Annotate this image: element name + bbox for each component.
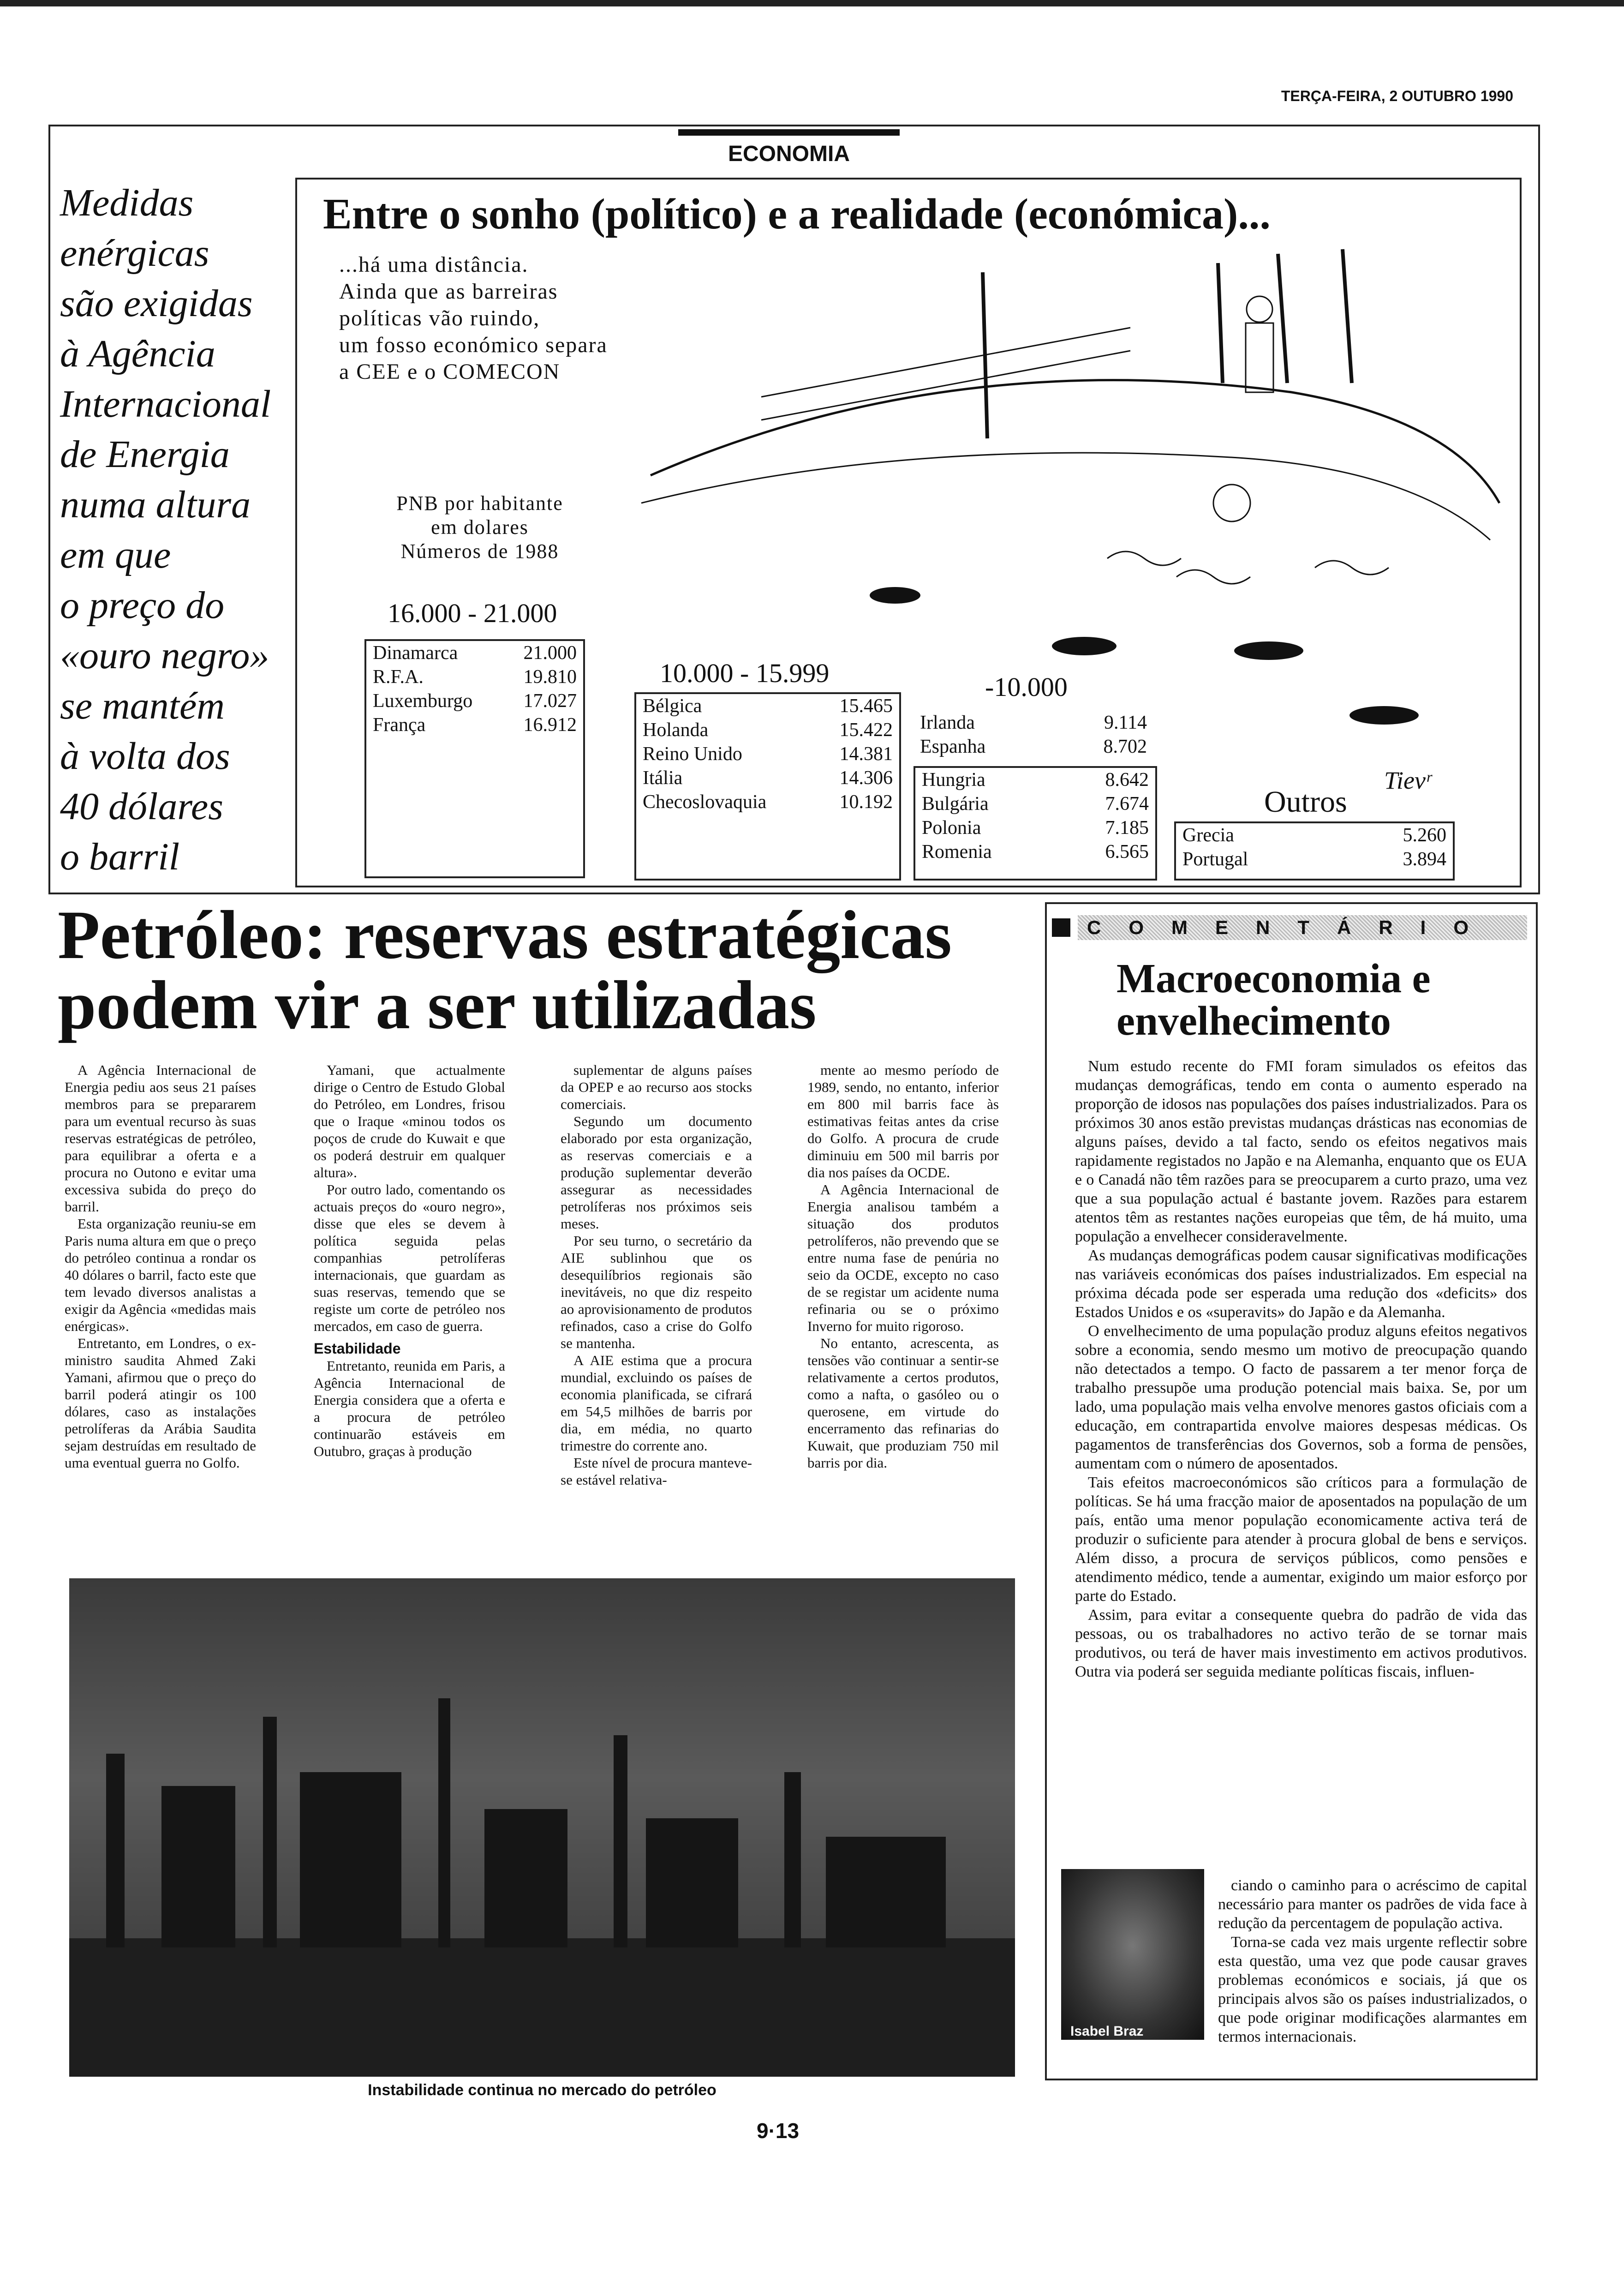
sidebar-line: o barril: [60, 835, 180, 878]
range-label-2: 10.000 - 15.999: [660, 658, 830, 688]
infographic-intro: [339, 252, 608, 385]
paragraph: Este nível de procura manteve-se estável relativa-: [561, 1455, 752, 1488]
intro-line: ...há uma distância.: [339, 252, 529, 277]
article-column-4: [807, 1061, 999, 1471]
table-row: Holanda 15.422: [643, 719, 893, 741]
sidebar-line: Medidas: [60, 181, 194, 224]
table-row: Irlanda 9.114: [920, 712, 1147, 733]
table-row: Bélgica 15.465: [643, 695, 893, 717]
table-row: Luxemburgo 17.027: [373, 690, 577, 712]
intro-line: Ainda que as barreiras: [339, 279, 558, 304]
sidebar-line: Internacional: [60, 383, 271, 425]
sidebar-line: numa altura: [60, 483, 251, 526]
table-row: Grecia 5.260: [1182, 825, 1446, 846]
paragraph: Entretanto, reunida em Paris, a Agência Internacional de Energia considera que a oferta e a procura de petróleo continuarão estáveis em Outubro, graças à produção: [314, 1358, 505, 1459]
issue-date: TERÇA-FEIRA, 2 OUTUBRO 1990: [1281, 88, 1513, 104]
sidebar-line: são exigidas: [60, 282, 253, 325]
paragraph: Assim, para evitar a consequente quebra do padrão de vida das pessoas, ou os trabalhadores no activo terão de se tornar mais produtivos, ou terá de haver mais investimento em activos produtivos. Outra via poderá ser seguida mediante políticas fiscais, influen-: [1075, 1606, 1527, 1680]
paragraph: Por outro lado, comentando os actuais preços do «ouro negro», disse que eles se devem à política seguida pelas companhias petrolíferas internacionais, que guardam as suas reservas, temendo que se registe um corte de petróleo nos mercados, em caso de guerra.: [314, 1181, 505, 1334]
comment-body: [1075, 1057, 1527, 1681]
paragraph: ciando o caminho para o acréscimo de capital necessário para manter os padrões de vida face à redução da percentagem de população activa.: [1218, 1877, 1527, 1932]
table-row: Polonia 7.185: [922, 817, 1149, 839]
cartoonist-signature: Tievʳ: [1384, 767, 1431, 794]
article-headline: Petróleo: reservas estratégicas podem vir a ser utilizadas: [58, 897, 952, 1043]
photo-caption: Instabilidade continua no mercado do petróleo: [368, 2081, 716, 2099]
table-row: Espanha 8.702: [920, 736, 1147, 757]
sidebar-line: em que: [60, 533, 171, 576]
intro-line: políticas vão ruindo,: [339, 306, 540, 330]
paragraph: A Agência Internacional de Energia analisou também a situação dos produtos petrolíferos, não prevendo que se entre numa fase de penúria no seio da OCDE, excepto no caso de se registar um acidente numa refinaria ou se o próximo Inverno for muito rigoroso.: [807, 1181, 999, 1334]
square-bullet-icon: [1052, 918, 1070, 937]
sidebar-line: «ouro negro»: [60, 634, 269, 677]
paragraph: Por seu turno, o secretário da AIE sublinhou que os desequilíbrios regionais são inevitáveis, no que diz respeito ao aprovisionamento de produtos refinados, caso a crise do Golfo se mantenha.: [561, 1233, 752, 1351]
section-label: ECONOMIA: [678, 129, 900, 173]
table-row: Hungria 8.642: [922, 769, 1149, 791]
table-group-3: [914, 766, 1157, 881]
pnb-line: Números de 1988: [400, 540, 559, 563]
range-label-3: -10.000: [985, 672, 1068, 702]
sidebar-line: o preço do: [60, 584, 225, 627]
refinery-silhouette: [69, 1578, 1015, 2077]
infographic-title: Entre o sonho (político) e a realidade (económica)...: [323, 190, 1271, 238]
table-row: R.F.A. 19.810: [373, 666, 577, 688]
refinery-photo: [69, 1578, 1015, 2077]
table-row: França 16.912: [373, 714, 577, 736]
paragraph: A Agência Internacional de Energia pediu aos seus 21 países membros para se prepararem para um eventual recurso às suas reservas estratégicas de petróleo, para equilibrar a oferta e a procura no Outono e evitar uma excessiva subida do preço do barril.: [65, 1062, 256, 1215]
pnb-caption: [369, 491, 591, 563]
article-column-3: [561, 1061, 752, 1488]
intro-line: a CEE e o COMECON: [339, 360, 561, 384]
paragraph: Entretanto, em Londres, o ex-ministro saudita Ahmed Zaki Yamani, afirmou que o preço do barril poderá atingir os 100 dólares, caso as instalações petrolíferas da Arábia Saudita sejam destruídas em resultado de uma eventual guerra no Golfo.: [65, 1335, 256, 1471]
paragraph: Torna-se cada vez mais urgente reflectir sobre esta questão, uma vez que pode causar graves problemas económicos e sociais, já que os principais alvos são os países industrializados, o que pode originar modificações alarmantes em termos internacionais.: [1218, 1934, 1527, 2045]
intro-line: um fosso económico separa: [339, 333, 608, 357]
top-rule: [0, 0, 1624, 6]
pnb-line: PNB por habitante: [396, 492, 563, 515]
sidebar-line: enérgicas: [60, 232, 209, 275]
comment-banner: [1052, 914, 1527, 941]
sidebar-teaser: [60, 178, 281, 882]
others-label: Outros: [1264, 785, 1347, 819]
paragraph: O envelhecimento de uma população produz alguns efeitos negativos sobre a economia, sendo mesmo um motivo de preocupação quando não detectados a tempo. O facto de passarem a ter menor força de trabalho pressupõe uma produção potencial mais baixa. Se, por um lado, uma população mais velha envolve menores gastos oficiais com a educação, em contrapartida envolve maiores despesas médicas. Os pagamentos de transferências dos Governos, sob a forma de pensões, aumentam com o número de aposentados.: [1075, 1323, 1527, 1472]
paragraph: Esta organização reuniu-se em Paris numa altura em que o preço do petróleo continua a rondar os 40 dólares o barril, facto este que tem levado diversos analistas a exigir da Agência «medidas mais enérgicas».: [65, 1216, 256, 1334]
table-row: Reino Unido 14.381: [643, 743, 893, 765]
paragraph: mente ao mesmo período de 1989, sendo, no entanto, inferior em 800 mil barris face às estimativas feitas antes da crise do Golfo. A procura de crude diminuiu em 500 mil barris por dia nos países da OCDE.: [807, 1062, 999, 1180]
range-label-1: 16.000 - 21.000: [388, 598, 557, 628]
paragraph: Tais efeitos macroeconómicos são críticos para a formulação de políticas. Se há uma fracção maior de aposentados na população de um país, então uma menor população economicamente activa terá de produzir o suficiente para atender à procura global de bens e serviços. Além disso, a procura de serviços públicos, como pensões e atendimento médico, tende a aumentar, exigindo um maior esforço por parte do Estado.: [1075, 1474, 1527, 1605]
pnb-line: em dolares: [431, 516, 529, 539]
subheading: Estabilidade: [314, 1340, 401, 1357]
comment-body-continued: [1218, 1876, 1527, 2046]
table-row: Dinamarca 21.000: [373, 642, 577, 664]
table-group-3-top: [914, 711, 1153, 759]
sidebar-line: à volta dos: [60, 735, 230, 778]
table-row: Itália 14.306: [643, 767, 893, 789]
sidebar-line: se mantém: [60, 684, 225, 727]
comment-title: Macroeconomia e envelhecimento: [1116, 956, 1431, 1044]
table-group-1: [364, 639, 585, 878]
table-row: Romenia 6.565: [922, 841, 1149, 863]
table-group-2: [634, 692, 901, 881]
paragraph: As mudanças demográficas podem causar significativas modificações nas variáveis económicas dos países industrializados. Em especial na próxima década pode ser esperada uma redução dos «deficits» dos Estados Unidos e os «superavits» do Japão e da Alemanha.: [1075, 1247, 1527, 1321]
page-number: 9·13: [757, 2119, 800, 2143]
sidebar-line: à Agência: [60, 332, 215, 375]
table-row: Checoslovaquia 10.192: [643, 791, 893, 813]
paragraph: Segundo um documento elaborado por esta organização, as reservas comerciais e a produção suplementar deverão assegurar as necessidades petrolíferas nos próximos seis meses.: [561, 1113, 752, 1232]
table-group-4: [1174, 821, 1455, 881]
table-row: Portugal 3.894: [1182, 849, 1446, 870]
paragraph: suplementar de alguns países da OPEP e ao recurso aos stocks comerciais.: [561, 1062, 752, 1112]
paragraph: Num estudo recente do FMI foram simulados os efeitos das mudanças demográficas, tendo em conta o aumento esperado na proporção de idosos nas populações dos países industrializados. Para os próximos 30 anos estão previstas mudanças drásticas nas economias de alguns países, devido a tal facto, sendo os efeitos negativos mais rapidamente registados no Japão e na Alemanha, enquanto que os EUA e o Canadá não têm razões para se preocuparem a curto prazo, uma vez que a sua população actual é bastante jovem. Razões para estarem atentos têm as restantes nações europeias que têm, de há muito, uma população a envelhecer consideravelmente.: [1075, 1058, 1527, 1245]
sidebar-line: de Energia: [60, 433, 230, 476]
article-column-1: [65, 1061, 256, 1471]
comment-label: COMENTÁRIO: [1078, 915, 1527, 940]
paragraph: No entanto, acrescenta, as tensões vão continuar a sentir-se relativamente a certos produtos, como a nafta, o gasóleo ou o querosene, em virtude do encerramento das refinarias do Kuwait, que produziam 750 mil barris por dia.: [807, 1335, 999, 1471]
author-name: Isabel Braz: [1070, 2024, 1144, 2039]
paragraph: A AIE estima que a procura mundial, excluindo os países de economia planificada, se cifrará em 54,5 milhões de barris por dia, em média, no quarto trimestre do corrente ano.: [561, 1352, 752, 1454]
article-column-2: [314, 1061, 505, 1460]
paragraph: Yamani, que actualmente dirige o Centro de Estudo Global do Petróleo, em Londres, frisou que o Iraque «minou todos os poços de crude do Kuwait e que os poderá destruir em qualquer altura».: [314, 1062, 505, 1180]
author-portrait: [1061, 1869, 1204, 2040]
sidebar-line: 40 dólares: [60, 785, 223, 828]
table-row: Bulgária 7.674: [922, 793, 1149, 815]
